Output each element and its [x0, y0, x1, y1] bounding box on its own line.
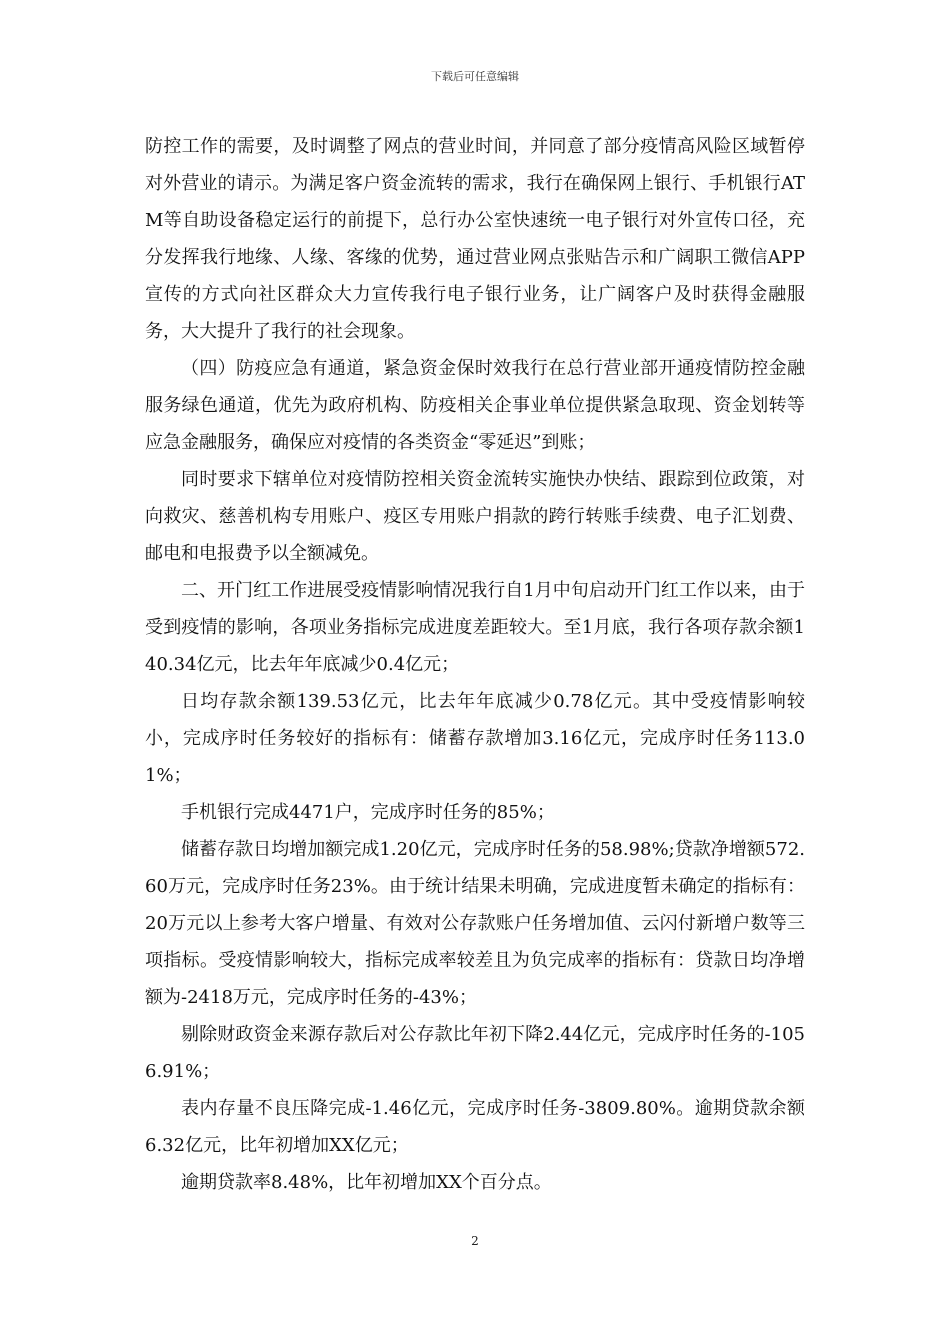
paragraph-5: 日均存款余额139.53亿元，比去年年底减少0.78亿元。其中受疫情影响较小，完成序时任务较好的指标有：储蓄存款增加3.16亿元，完成序时任务113.01%；: [145, 691, 805, 786]
document-body: [145, 128, 805, 1201]
paragraph-7: 储蓄存款日均增加额完成1.20亿元，完成序时任务的58.98%;贷款净增额572.60万元，完成序时任务23%。由于统计结果未明确，完成进度暂未确定的指标有：20万元以上参考大客户增量、有效对公存款账户任务增加值、云闪付新增户数等三项指标。受疫情影响较大，指标完成率较差且为负完成率的指标有：贷款日均净增额为-2418万元，完成序时任务的-43%；: [145, 839, 805, 1008]
page-number: 2: [471, 1234, 479, 1248]
paragraph-3: 同时要求下辖单位对疫情防控相关资金流转实施快办快结、跟踪到位政策，对向救灾、慈善机构专用账户、疫区专用账户捐款的跨行转账手续费、电子汇划费、邮电和电报费予以全额减免。: [145, 469, 805, 564]
paragraph-9: 表内存量不良压降完成-1.46亿元，完成序时任务-3809.80%。逾期贷款余额6.32亿元，比年初增加XX亿元；: [145, 1098, 805, 1156]
paragraph-1: 防控工作的需要，及时调整了网点的营业时间，并同意了部分疫情高风险区域暂停对外营业的请示。为满足客户资金流转的需求，我行在确保网上银行、手机银行ATM等自助设备稳定运行的前提下，总行办公室快速统一电子银行对外宣传口径，充分发挥我行地缘、人缘、客缘的优势，通过营业网点张贴告示和广阔职工微信APP宣传的方式向社区群众大力宣传我行电子银行业务，让广阔客户及时获得金融服务，大大提升了我行的社会现象。: [145, 136, 805, 342]
page-header: 下载后可任意编辑: [431, 70, 519, 83]
paragraph-8: 剔除财政资金来源存款后对公存款比年初下降2.44亿元，完成序时任务的-1056.91%；: [145, 1024, 805, 1082]
paragraph-4: 二、开门红工作进展受疫情影响情况我行自1月中旬启动开门红工作以来，由于受到疫情的影响，各项业务指标完成进度差距较大。至1月底，我行各项存款余额140.34亿元，比去年年底减少0.4亿元；: [145, 580, 805, 675]
paragraph-2: （四）防疫应急有通道，紧急资金保时效我行在总行营业部开通疫情防控金融服务绿色通道，优先为政府机构、防疫相关企事业单位提供紧急取现、资金划转等应急金融服务，确保应对疫情的各类资金“零延迟”到账；: [145, 358, 805, 453]
paragraph-10: 逾期贷款率8.48%，比年初增加XX个百分点。: [181, 1172, 552, 1193]
paragraph-6: 手机银行完成4471户，完成序时任务的85%；: [181, 802, 555, 823]
